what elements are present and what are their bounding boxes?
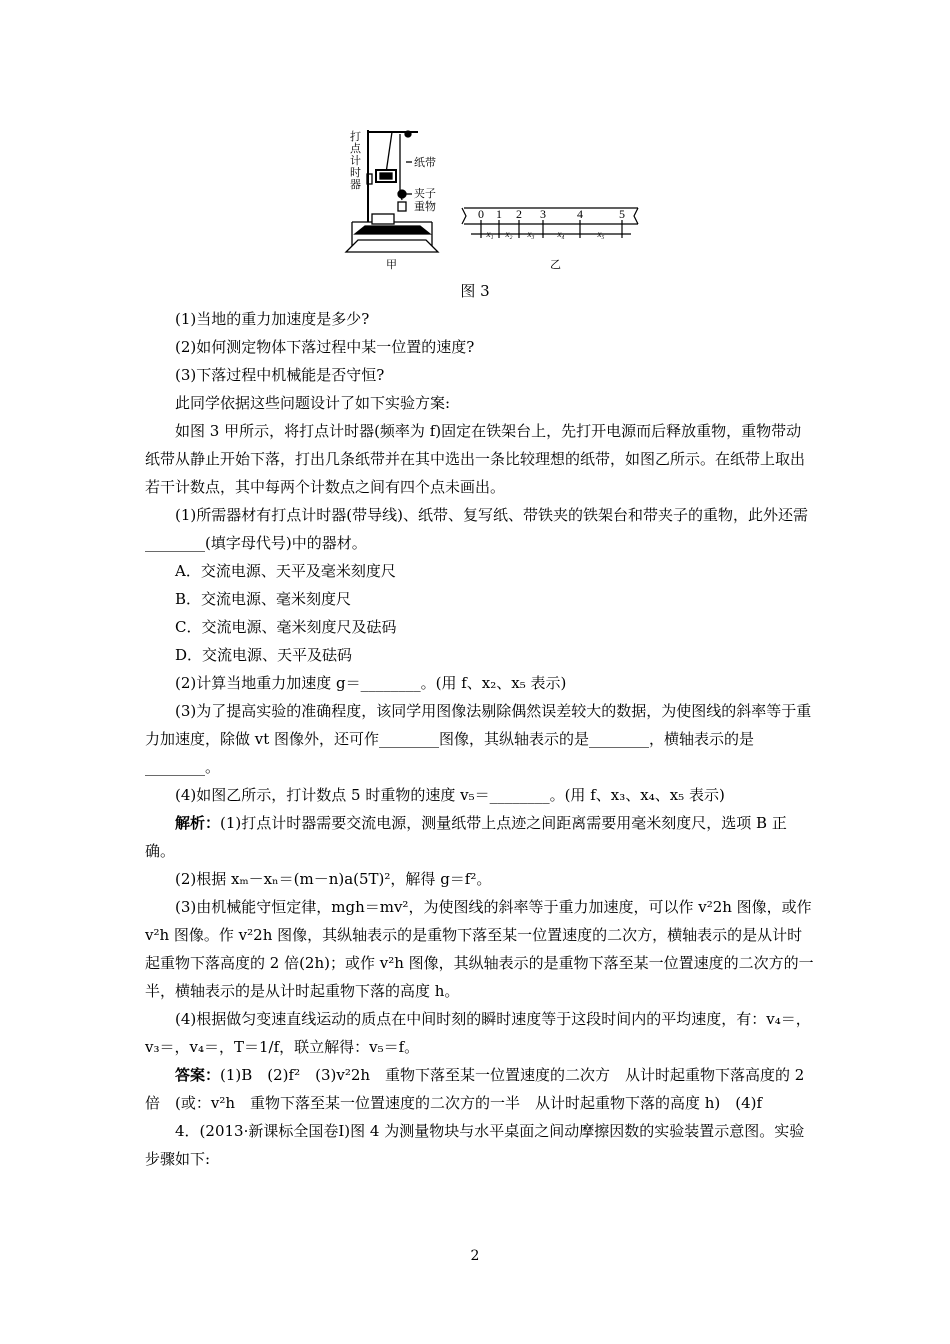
label-left-1: 点 — [350, 143, 361, 155]
analysis-1 — [145, 809, 815, 865]
analysis-label: 解析： — [175, 814, 221, 832]
figure-caption: 图 3 — [460, 282, 490, 300]
subquestion-2: (2)计算当地重力加速度 g＝________。(用 f、x₂、x₅ 表示) — [175, 674, 567, 692]
analysis-3: (3)由机械能守恒定律，mgh＝mv²，为使图线的斜率等于重力加速度，可以作 v²2h 图像，或作 v²h 图像。作 v²2h 图像，其纵轴表示的是重物下落至某一位置速度的二次方，横轴表示的是从计时起重物下落高度的 2 倍(2h)；或作 v²h 图像，其纵轴表示的是重物下落至某一位置速度的二次方的一半，横轴表示的是从计时起重物下落的高度 h。 — [145, 898, 814, 1000]
tape-point-0: 0 — [478, 207, 484, 221]
tape-segment-2: x₂ — [505, 229, 513, 239]
label-yi: 乙 — [550, 259, 561, 271]
option-c: C．交流电源、毫米刻度尺及砝码 — [175, 618, 397, 636]
subquestion-4: (4)如图乙所示，打计数点 5 时重物的速度 v₅＝________。(用 f、x₃、x₄、x₅ 表示) — [175, 786, 725, 804]
tape-point-1: 1 — [496, 207, 502, 221]
label-left-4: 器 — [350, 179, 361, 191]
option-b: B．交流电源、毫米刻度尺 — [175, 590, 352, 608]
question-1: (1)当地的重力加速度是多少? — [175, 310, 370, 328]
analysis-2: (2)根据 xₘ－xₙ＝(m－n)a(5T)²，解得 g＝f²。 — [175, 870, 492, 888]
tape-segment-1: x₁ — [486, 229, 494, 239]
label-weight: 重物 — [414, 201, 436, 213]
tape-point-5: 5 — [619, 207, 625, 221]
method-paragraph: 如图 3 甲所示，将打点计时器(频率为 f)固定在铁架台上，先打开电源而后释放重物，重物带动纸带从静止开始下落，打出几条纸带并在其中选出一条比较理想的纸带，如图乙所示。在纸带上取出若干计数点，其中每两个计数点之间有四个点未画出。 — [145, 422, 806, 496]
question-2: (2)如何测定物体下落过程中某一位置的速度? — [175, 338, 475, 356]
subquestion-3: (3)为了提高实验的准确程度，该同学用图像法剔除偶然误差较大的数据，为使图线的斜率等于重力加速度，除做 vt 图像外，还可作________图像，其纵轴表示的是________，横轴表示的是________。 — [145, 702, 812, 776]
intro-paragraph: 此同学依据这些问题设计了如下实验方案: — [175, 394, 451, 412]
answer-label: 答案： — [175, 1066, 221, 1084]
label-left-3: 时 — [350, 167, 361, 179]
next-question: 4．(2013·新课标全国卷Ⅰ)图 4 为测量物块与水平桌面之间动摩擦因数的实验装置示意图。实验步骤如下: — [145, 1122, 805, 1168]
option-a: A．交流电源、天平及毫米刻度尺 — [175, 562, 396, 580]
analysis-4: (4)根据做匀变速直线运动的质点在中间时刻的瞬时速度等于这段时间内的平均速度，有：v₄＝，v₃＝，v₄＝，T＝1/f，联立解得：v₅＝f。 — [145, 1010, 811, 1056]
label-clip: 夹子 — [414, 188, 436, 200]
label-left-2: 计 — [350, 155, 361, 167]
body-text — [145, 305, 815, 1173]
apparatus-figure — [340, 122, 650, 274]
answer — [145, 1061, 815, 1117]
analysis-1-text: (1)打点计时器需要交流电源，测量纸带上点迹之间距离需要用毫米刻度尺，选项 B 正确。 — [145, 814, 787, 860]
page-number: 2 — [470, 1248, 480, 1264]
tape-point-2: 2 — [516, 207, 522, 221]
tape-point-4: 4 — [577, 207, 583, 221]
label-left-0: 打 — [350, 131, 361, 143]
label-tape: 纸带 — [414, 157, 436, 169]
tape-point-3: 3 — [540, 207, 546, 221]
tape-segment-4: x₄ — [557, 229, 565, 239]
option-d: D．交流电源、天平及砝码 — [175, 646, 353, 664]
apparatus-diagram — [340, 122, 650, 274]
subquestion-1: (1)所需器材有打点计时器(带导线)、纸带、复写纸、带铁夹的铁架台和带夹子的重物，此外还需________(填字母代号)中的器材。 — [145, 506, 808, 552]
question-3: (3)下落过程中机械能是否守恒? — [175, 366, 385, 384]
tape-segment-5: x₅ — [597, 229, 605, 239]
label-jia: 甲 — [386, 259, 397, 271]
tape-segment-3: x₃ — [527, 229, 535, 239]
answer-text: (1)B (2)f² (3)v²2h 重物下落至某一位置速度的二次方 从计时起重物下落高度的 2 倍 (或：v²h 重物下落至某一位置速度的二次方的一半 从计时起重物下落的高度 h) (4)f — [145, 1066, 805, 1112]
